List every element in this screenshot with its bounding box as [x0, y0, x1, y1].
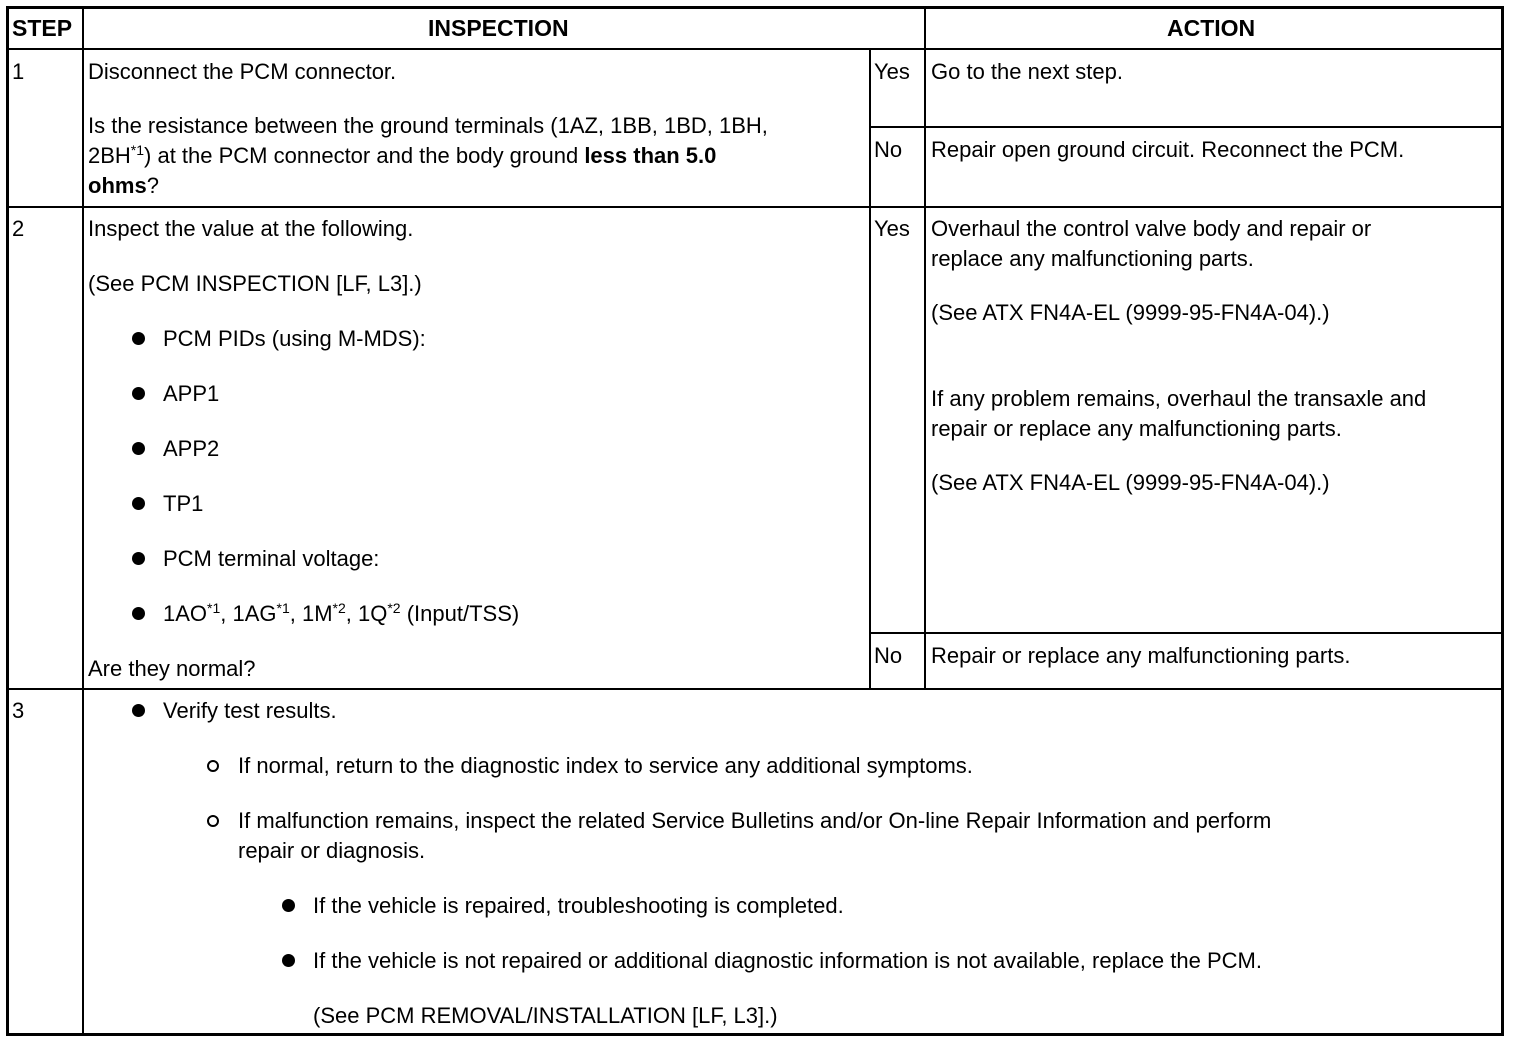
step2-yes-action-1: Overhaul the control valve body and repair or [931, 216, 1372, 241]
step3-see-reference: (See PCM REMOVAL/INSTALLATION [LF, L3].) [313, 1003, 778, 1028]
step3-if-not-repaired: If the vehicle is not repaired or additional diagnostic information is not available, replace the PCM. [313, 948, 1262, 973]
bullet-icon [132, 607, 145, 620]
step-col-rule [82, 6, 84, 1036]
header-action: ACTION [1167, 15, 1256, 41]
bullet-icon [282, 899, 295, 912]
step1-mid-rule [869, 126, 1504, 128]
step3-if-malfunction-line2: repair or diagnosis. [238, 838, 426, 863]
step2-number: 2 [12, 216, 25, 241]
step1-question-line1: Is the resistance between the ground terminals (1AZ, 1BB, 1BD, 1BH, [88, 113, 768, 138]
bullet-icon [132, 704, 145, 717]
step2-bullet-tp1: TP1 [163, 491, 204, 516]
step2-instruction: Inspect the value at the following. [88, 216, 414, 241]
yesno-col-rule [869, 48, 871, 690]
step3-if-repaired: If the vehicle is repaired, troubleshooting is completed. [313, 893, 844, 918]
bullet-icon [132, 442, 145, 455]
step1-instruction: Disconnect the PCM connector. [88, 59, 397, 84]
step3-verify: Verify test results. [163, 698, 337, 723]
step2-bullet-pcm-pids: PCM PIDs (using M-MDS): [163, 326, 426, 351]
header-inspection: INSPECTION [428, 15, 569, 41]
step2-yes-action-6: (See ATX FN4A-EL (9999-95-FN4A-04).) [931, 470, 1330, 495]
step2-mid-rule [869, 632, 1504, 634]
bullet-icon [132, 387, 145, 400]
step1-no: No [874, 137, 903, 162]
step2-yes-action-2: replace any malfunctioning parts. [931, 246, 1254, 271]
step2-yes: Yes [874, 216, 910, 241]
bullet-icon [282, 954, 295, 967]
step1-number: 1 [12, 59, 25, 84]
action-col-rule [924, 6, 926, 690]
step2-question: Are they normal? [88, 656, 256, 681]
step2-bullet-app2: APP2 [163, 436, 220, 461]
circle-bullet-icon [207, 760, 219, 772]
step1-question-line3: ohms? [88, 173, 159, 198]
step2-yes-action-3: (See ATX FN4A-EL (9999-95-FN4A-04).) [931, 300, 1330, 325]
step3-if-normal: If normal, return to the diagnostic index to service any additional symptoms. [238, 753, 973, 778]
circle-bullet-icon [207, 815, 219, 827]
header-step: STEP [12, 15, 73, 41]
bullet-icon [132, 497, 145, 510]
step2-yes-action-4: If any problem remains, overhaul the transaxle and [931, 386, 1427, 411]
step2-no: No [874, 643, 903, 668]
step2-rule [6, 688, 1504, 690]
step1-no-action: Repair open ground circuit. Reconnect the PCM. [931, 137, 1405, 162]
step2-see-reference: (See PCM INSPECTION [LF, L3].) [88, 271, 422, 296]
step2-no-action: Repair or replace any malfunctioning parts. [931, 643, 1351, 668]
bullet-icon [132, 552, 145, 565]
step2-bullet-app1: APP1 [163, 381, 220, 406]
header-rule [6, 48, 1504, 50]
step2-bullet-terminals: 1AO$^{*1}$, 1AG$^{*1}$, $1M^{*2}$, $1Q^{*2}$ (Input/TSS) [163, 600, 520, 626]
step1-yes-action: Go to the next step. [931, 59, 1124, 84]
step1-question-line2: 2BH$^{*1}$) at the PCM connector and the body ground less than 5.0 [88, 142, 717, 168]
step2-bullet-terminal-voltage: PCM terminal voltage: [163, 546, 380, 571]
step1-rule [6, 206, 1504, 208]
step1-yes: Yes [874, 59, 910, 84]
step3-if-malfunction-line1: If malfunction remains, inspect the related Service Bulletins and/or On-line Repair Information and perform [238, 808, 1272, 833]
step2-yes-action-5: repair or replace any malfunctioning parts. [931, 416, 1342, 441]
step3-number: 3 [12, 698, 25, 723]
bullet-icon [132, 332, 145, 345]
